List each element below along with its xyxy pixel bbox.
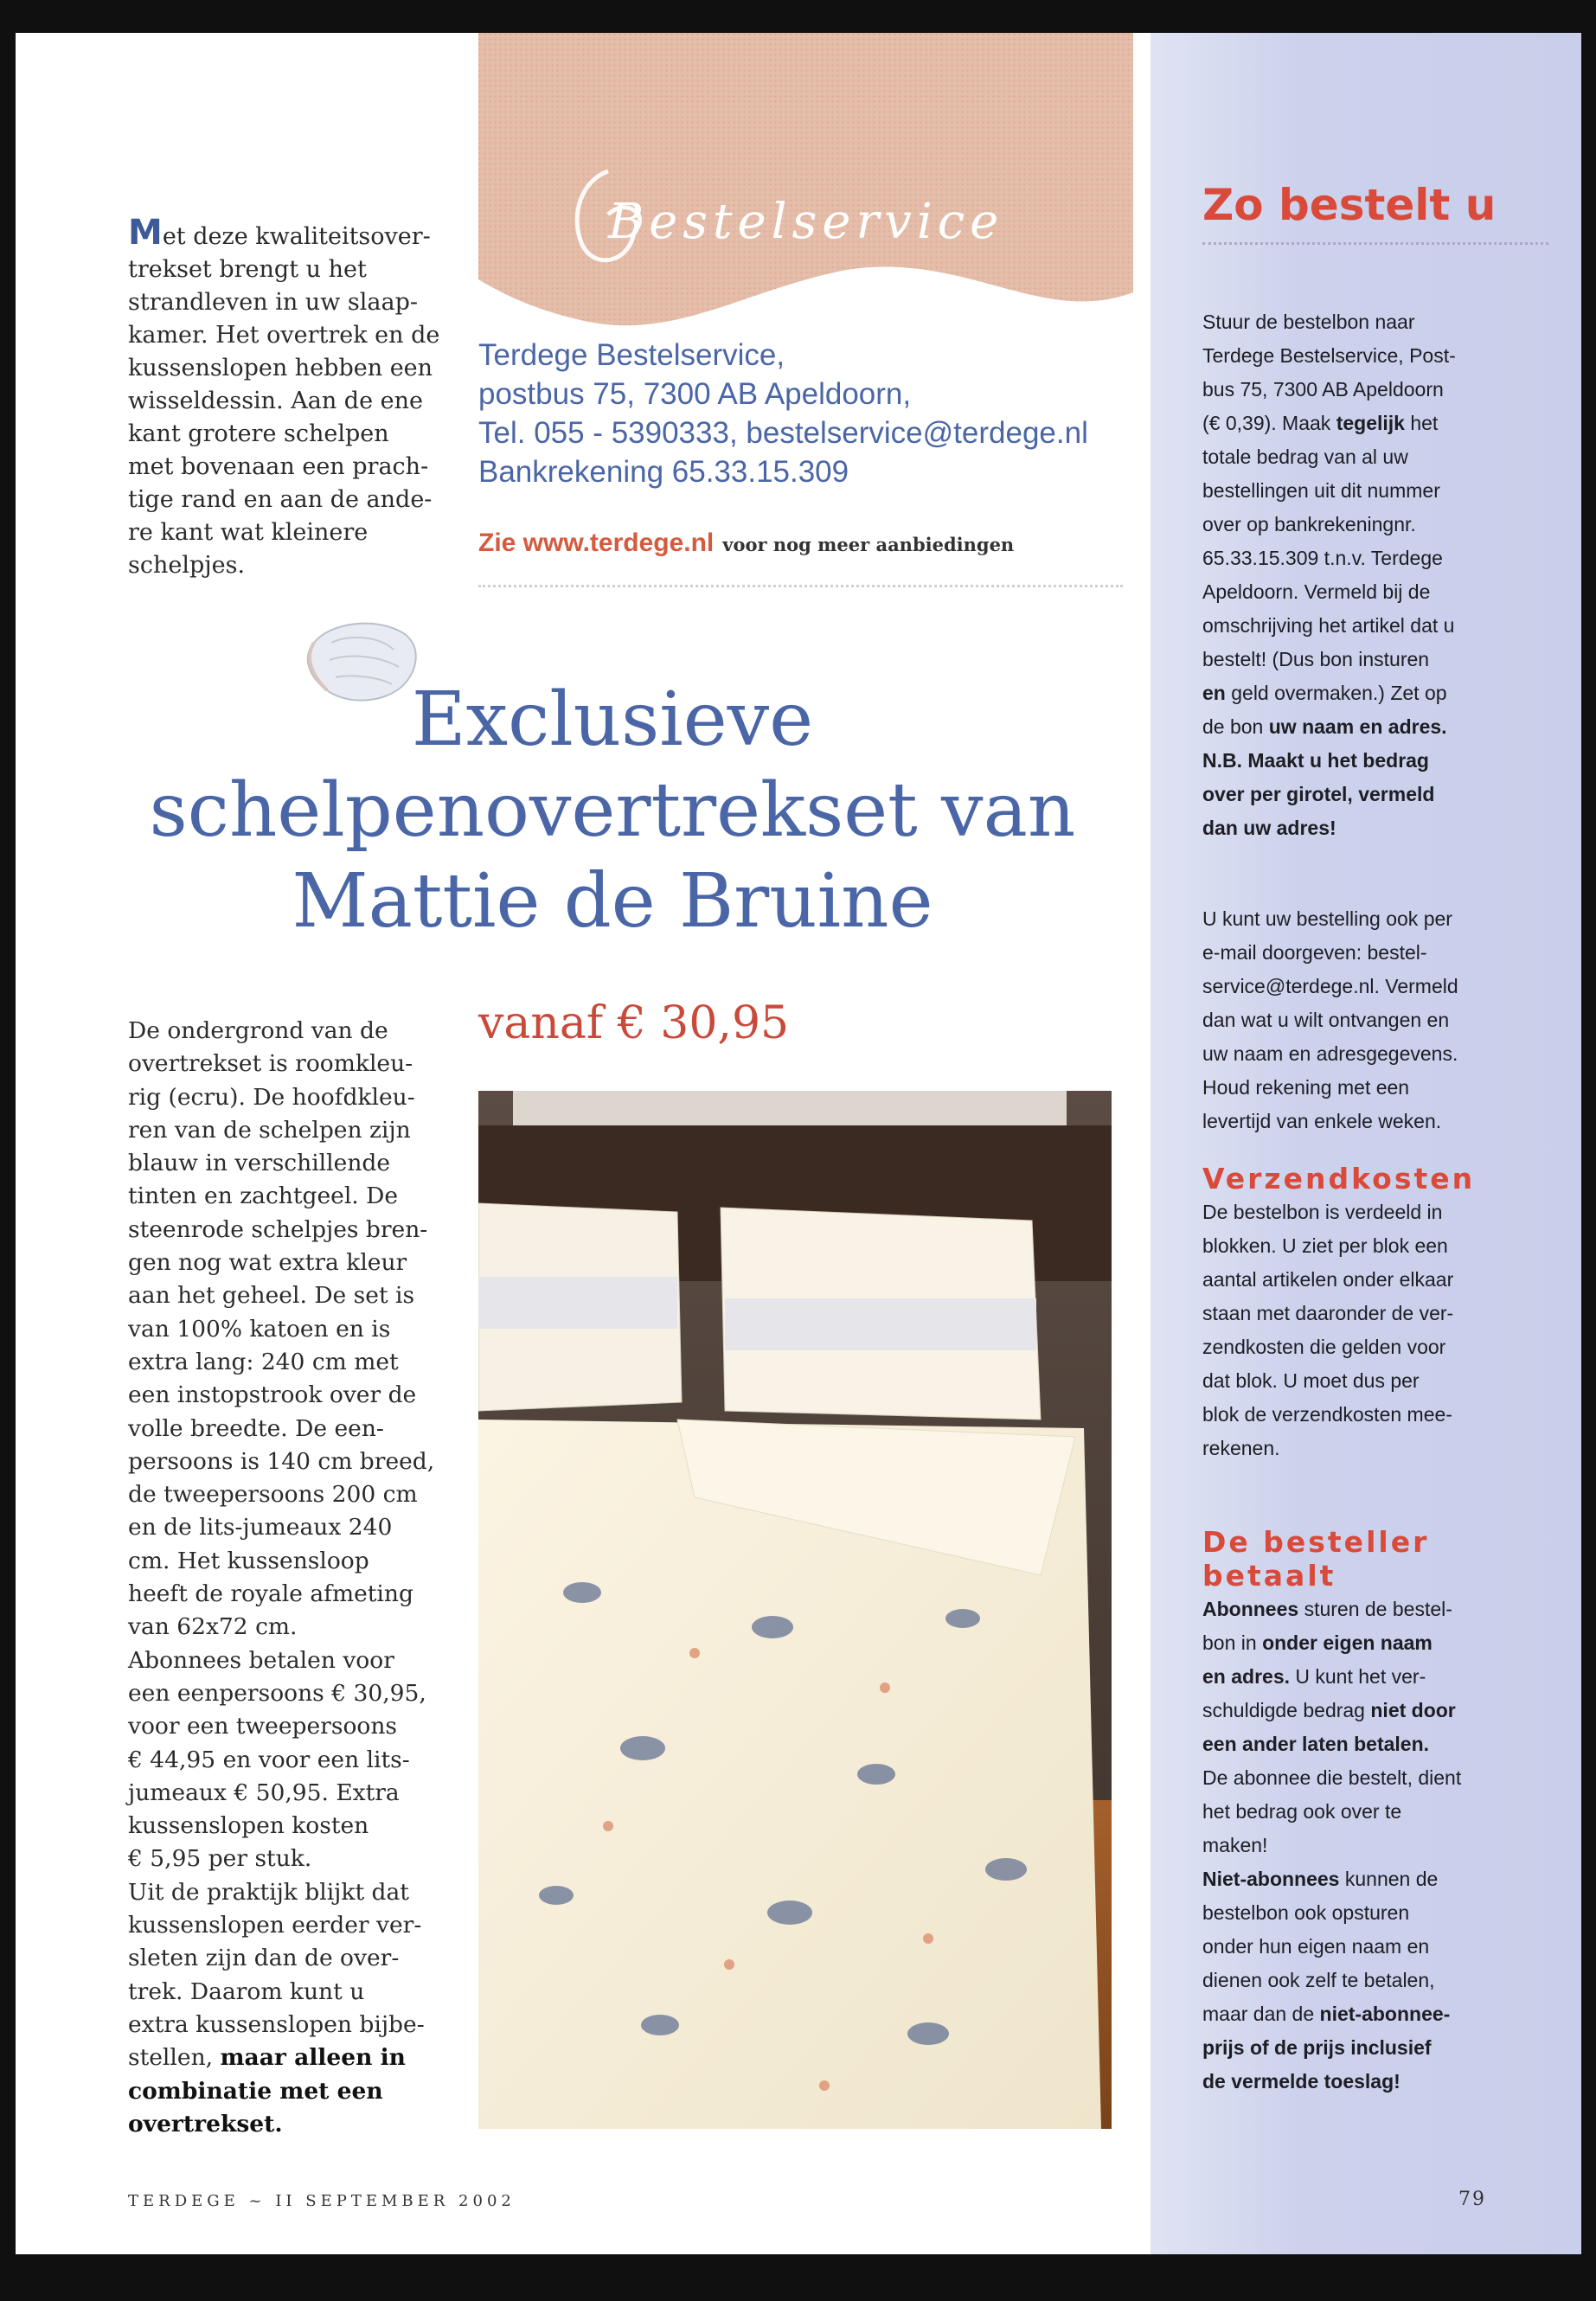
intro-line: kussenslopen hebben een xyxy=(128,355,433,381)
body-paragraph xyxy=(128,1015,465,2141)
sidebar-line: dan uw adres! xyxy=(1202,817,1336,839)
footer-publication: TERDEGE ~ II SEPTEMBER 2002 xyxy=(128,2192,516,2210)
sidebar-line: Niet-abonnees kunnen de xyxy=(1202,1868,1439,1890)
sidebar-shipping-section xyxy=(1202,1162,1566,1465)
sidebar-line: bon in onder eigen naam xyxy=(1202,1631,1433,1654)
contact-line: postbus 75, 7300 AB Apeldoorn, xyxy=(478,377,912,411)
sidebar-line: de bon uw naam en adres. xyxy=(1202,715,1447,738)
sidebar-line: dat blok. U moet dus per xyxy=(1202,1369,1420,1392)
shipping-heading: Verzendkosten xyxy=(1202,1162,1476,1195)
payment-heading: betaalt xyxy=(1202,1559,1336,1593)
intro-line: schelpjes. xyxy=(128,552,246,579)
body-line: aan het geheel. De set is xyxy=(128,1282,415,1310)
body-line: volle breedte. De een- xyxy=(128,1414,384,1442)
photo-window xyxy=(513,1091,1067,1125)
intro-line: Met deze kwaliteitsover- xyxy=(128,213,431,253)
body-line: voor een tweepersoons xyxy=(128,1713,398,1740)
sidebar-line: bestellingen uit dit nummer xyxy=(1202,479,1440,502)
sidebar-line: zendkosten die gelden voor xyxy=(1202,1336,1446,1358)
sidebar-line: over op bankrekeningnr. xyxy=(1202,513,1416,535)
sidebar-line: (€ 0,39). Maak tegelijk het xyxy=(1202,412,1439,434)
intro-line: kamer. Het overtrek en de xyxy=(128,322,440,349)
sidebar-line: 65.33.15.309 t.n.v. Terdege xyxy=(1202,547,1443,569)
body-line: heeft de royale afmeting xyxy=(128,1580,413,1608)
sidebar-line: over per girotel, vermeld xyxy=(1202,783,1435,805)
body-line: De ondergrond van de xyxy=(128,1017,388,1044)
title-line: Mattie de Bruine xyxy=(292,858,933,945)
intro-line: kant grotere schelpen xyxy=(128,420,389,447)
body-line: tinten en zachtgeel. De xyxy=(128,1183,399,1210)
body-line: jumeaux € 50,95. Extra xyxy=(128,1779,400,1806)
intro-line: wisseldessin. Aan de ene xyxy=(128,388,423,414)
body-line: extra lang: 240 cm met xyxy=(128,1348,399,1375)
page-number: 79 xyxy=(1458,2189,1486,2210)
sidebar-line: Apeldoorn. Vermeld bij de xyxy=(1202,580,1431,603)
body-line: Uit de praktijk blijkt dat xyxy=(128,1878,409,1906)
body-line: Abonnees betalen voor xyxy=(128,1646,394,1674)
intro-line: re kant wat kleinere xyxy=(128,519,369,546)
sidebar-line: De abonnee die bestelt, dient xyxy=(1202,1766,1462,1789)
contact-line: Tel. 055 - 5390333, bestelservice@terdege.nl xyxy=(478,416,1088,450)
sidebar-panel xyxy=(1151,33,1581,2254)
body-line: extra kussenslopen bijbe- xyxy=(128,2010,425,2038)
sidebar-line: schuldigde bedrag niet door xyxy=(1202,1699,1456,1721)
sidebar-line: Terdege Bestelservice, Post- xyxy=(1202,344,1456,367)
body-line: gen nog wat extra kleur xyxy=(128,1249,407,1277)
sidebar-heading: Zo bestelt u xyxy=(1202,180,1497,230)
contact-line: Terdege Bestelservice, xyxy=(478,338,785,372)
body-line: € 5,95 per stuk. xyxy=(128,1845,312,1873)
photo-pillow-band-left xyxy=(478,1277,677,1329)
sidebar-line: levertijd van enkele weken. xyxy=(1202,1110,1442,1132)
website-note: voor nog meer aanbiedingen xyxy=(722,534,1015,555)
sidebar-line: e-mail doorgeven: bestel- xyxy=(1202,941,1427,964)
sidebar-line: bus 75, 7300 AB Apeldoorn xyxy=(1202,378,1444,401)
sidebar-line: dan wat u wilt ontvangen en xyxy=(1202,1009,1450,1031)
price-label: vanaf € 30,95 xyxy=(478,997,790,1049)
body-line: steenrode schelpjes bren- xyxy=(128,1215,428,1243)
sidebar-line: totale bedrag van al uw xyxy=(1202,445,1408,468)
body-line: overtrekset is roomkleu- xyxy=(128,1050,413,1078)
body-line: trek. Daarom kunt u xyxy=(128,1977,365,2005)
intro-line: trekset brengt u het xyxy=(128,256,367,283)
dropcap: M xyxy=(128,213,163,253)
body-line: ren van de schelpen zijn xyxy=(128,1116,411,1144)
payment-heading: De besteller xyxy=(1202,1525,1430,1559)
sidebar-line: omschrijving het artikel dat u xyxy=(1202,614,1455,637)
magazine-page xyxy=(16,33,1581,2254)
sidebar-line: bestelbon ook opsturen xyxy=(1202,1901,1410,1924)
title-line: Exclusieve xyxy=(411,676,814,763)
body-line: van 62x72 cm. xyxy=(128,1613,298,1641)
body-line: en de lits-jumeaux 240 xyxy=(128,1514,393,1541)
body-line: een eenpersoons € 30,95, xyxy=(128,1679,426,1707)
product-photo xyxy=(478,1091,1112,2129)
body-line: blauw in verschillende xyxy=(128,1150,391,1177)
sidebar-line: aantal artikelen onder elkaar xyxy=(1202,1268,1454,1291)
sidebar-line: en geld overmaken.) Zet op xyxy=(1202,682,1447,704)
website-link[interactable]: Zie www.terdege.nl xyxy=(478,529,715,557)
body-line: persoons is 140 cm breed, xyxy=(128,1447,435,1475)
body-line: sleten zijn dan de over- xyxy=(128,1945,400,1972)
sidebar-line: en adres. U kunt het ver- xyxy=(1202,1665,1426,1688)
body-line: een instopstrook over de xyxy=(128,1381,417,1409)
intro-line: met bovenaan een prach- xyxy=(128,453,429,480)
contact-line: Bankrekening 65.33.15.309 xyxy=(478,455,849,489)
sidebar-line: het bedrag ook over te xyxy=(1202,1800,1402,1823)
sidebar-line: N.B. Maakt u het bedrag xyxy=(1202,749,1429,772)
sidebar-line: maar dan de niet-abonnee- xyxy=(1202,2003,1451,2025)
banner-wave xyxy=(478,33,1133,325)
body-line: combinatie met een xyxy=(128,2077,383,2105)
sidebar-line: rekenen. xyxy=(1202,1437,1280,1459)
website-line xyxy=(478,529,1136,558)
sidebar-line: uw naam en adresgegevens. xyxy=(1202,1042,1458,1065)
sidebar-line: service@terdege.nl. Vermeld xyxy=(1202,975,1458,997)
banner-title: Bestelservice xyxy=(608,194,1004,250)
sidebar-line: bestelt! (Dus bon insturen xyxy=(1202,648,1430,670)
sidebar-email-note xyxy=(1202,902,1566,1138)
body-line: kussenslopen kosten xyxy=(128,1812,369,1840)
intro-paragraph xyxy=(128,213,474,582)
body-line: rig (ecru). De hoofdkleu- xyxy=(128,1083,415,1111)
sidebar-payment-section xyxy=(1202,1525,1566,2099)
sidebar-line: maken! xyxy=(1202,1834,1268,1856)
sidebar-line: onder hun eigen naam en xyxy=(1202,1935,1430,1958)
sidebar-line: de vermelde toeslag! xyxy=(1202,2070,1401,2093)
intro-line: tige rand en aan de ande- xyxy=(128,486,433,513)
sidebar-line: Stuur de bestelbon naar xyxy=(1202,311,1415,333)
body-line: stellen, maar alleen in xyxy=(128,2044,406,2072)
sidebar-line: U kunt uw bestelling ook per xyxy=(1202,907,1452,930)
sidebar-line: Abonnees sturen de bestel- xyxy=(1202,1598,1452,1620)
article-title xyxy=(76,675,1149,947)
intro-line: strandleven in uw slaap- xyxy=(128,289,418,316)
body-line: cm. Het kussensloop xyxy=(128,1547,369,1574)
sidebar-line: staan met daaronder de ver- xyxy=(1202,1302,1454,1324)
contact-block xyxy=(478,336,1136,491)
sidebar-line: blokken. U ziet per blok een xyxy=(1202,1234,1448,1257)
title-line: schelpenovertrekset van xyxy=(149,767,1076,854)
body-line: de tweepersoons 200 cm xyxy=(128,1481,418,1509)
body-line: overtrekset. xyxy=(128,2110,283,2138)
contact-dotted-rule xyxy=(478,585,1123,587)
sidebar-line: De bestelbon is verdeeld in xyxy=(1202,1201,1443,1223)
sidebar-order-instructions xyxy=(1202,305,1566,845)
sidebar-dotted-rule xyxy=(1202,242,1548,245)
sidebar-line: prijs of de prijs inclusief xyxy=(1202,2036,1432,2059)
body-line: van 100% katoen en is xyxy=(128,1315,391,1343)
body-line: kussenslopen eerder ver- xyxy=(128,1912,422,1939)
body-line: € 44,95 en voor een lits- xyxy=(128,1746,410,1773)
photo-pillow-band-right xyxy=(725,1298,1036,1350)
sidebar-line: blok de verzendkosten mee- xyxy=(1202,1403,1452,1426)
sidebar-line: Houd rekening met een xyxy=(1202,1076,1410,1099)
sidebar-line: een ander laten betalen. xyxy=(1202,1733,1430,1755)
sidebar-line: dienen ook zelf te betalen, xyxy=(1202,1969,1435,1991)
